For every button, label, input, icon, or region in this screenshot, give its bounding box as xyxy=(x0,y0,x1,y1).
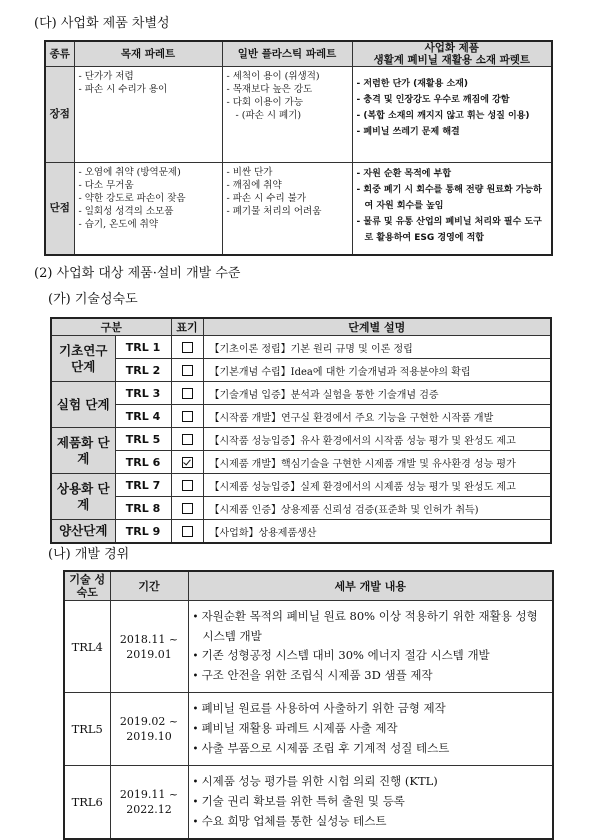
history-trl: TRL6 xyxy=(64,766,110,840)
period-start: 2019.11 ~ xyxy=(119,788,179,801)
list-item: - 다소 무거움 xyxy=(79,179,218,192)
list-item: - 습기, 온도에 취약 xyxy=(79,218,218,231)
section-title-2: (2) 사업화 대상 제품·설비 개발 수준 xyxy=(34,266,241,281)
trl-description: 【기초이론 정립】기본 원리 규명 및 이론 정립 xyxy=(203,336,551,359)
cons-product xyxy=(352,163,552,255)
trl-description: 【기술개념 입증】분석과 실험을 통한 기술개념 검증 xyxy=(203,382,551,405)
header-division: 구분 xyxy=(51,318,171,336)
trl-description: 【기본개념 수립】Idea에 대한 기술개념과 적용분야의 확립 xyxy=(203,359,551,382)
cons-wood xyxy=(74,163,222,255)
trl-label: TRL 2 xyxy=(115,359,171,382)
history-detail xyxy=(188,601,553,693)
history-trl: TRL5 xyxy=(64,693,110,766)
header-product-line1: 사업화 제품 xyxy=(424,42,479,54)
list-item: • 폐비닐 재활용 파레트 시제품 사출 제작 xyxy=(193,719,547,739)
checkbox[interactable] xyxy=(182,342,193,353)
history-period xyxy=(110,766,188,840)
header-trl: 기술 성숙도 xyxy=(64,571,110,601)
trl-table xyxy=(50,317,552,544)
history-trl: TRL4 xyxy=(64,601,110,693)
checkbox-checked[interactable] xyxy=(182,457,193,468)
trl-label: TRL 3 xyxy=(115,382,171,405)
list-item: - 파손 시 수리가 용이 xyxy=(79,83,218,96)
list-item: • 기술 권리 확보를 위한 특허 출원 및 등록 xyxy=(193,792,547,812)
trl-label: TRL 1 xyxy=(115,336,171,359)
list-item: - 약한 강도로 파손이 잦음 xyxy=(79,192,218,205)
list-item: - 단가가 저렴 xyxy=(79,70,218,83)
trl-description: 【시작품 성능입증】유사 환경에서의 시작품 성능 평가 및 완성도 제고 xyxy=(203,428,551,451)
stage-experiment: 실험 단계 xyxy=(51,382,115,428)
stage-productization: 제품화 단계 xyxy=(51,428,115,474)
history-period xyxy=(110,601,188,693)
comparison-table xyxy=(44,40,553,256)
history-detail xyxy=(188,766,553,840)
list-item: • 폐비닐 원료를 사용하여 사출하기 위한 금형 제작 xyxy=(193,699,547,719)
list-item: • 기존 성형공정 시스템 대비 30% 에너지 절감 시스템 개발 xyxy=(193,646,547,666)
header-detail: 세부 개발 내용 xyxy=(188,571,553,601)
list-item: - (복합 소재의 깨지지 않고 휘는 성질 이용) xyxy=(357,108,548,124)
period-start: 2019.02 ~ xyxy=(119,715,179,728)
list-item: - 회중 폐기 시 회수를 통해 전량 원료화 가능하여 자원 회수를 높임 xyxy=(357,182,548,214)
trl-description: 【시제품 개발】핵심기술을 구현한 시제품 개발 및 유사환경 성능 평가 xyxy=(203,451,551,474)
list-item: - 목재보다 높은 강도 xyxy=(227,83,348,96)
stage-basic-research: 기초연구 단계 xyxy=(51,336,115,382)
list-item: • 구조 안전을 위한 조립식 시제품 3D 샘플 제작 xyxy=(193,666,547,686)
trl-label: TRL 7 xyxy=(115,474,171,497)
row-label-pros: 장점 xyxy=(45,67,74,163)
list-item: - 세척이 용이 (위생적) xyxy=(227,70,348,83)
period-end: 2019.10 xyxy=(126,730,172,743)
history-period xyxy=(110,693,188,766)
list-item: - 깨짐에 취약 xyxy=(227,179,348,192)
list-item: - (파손 시 폐기) xyxy=(227,109,348,122)
list-item: - 저렴한 단가 (재활용 소재) xyxy=(357,76,548,92)
checkbox[interactable] xyxy=(182,388,193,399)
header-mark: 표기 xyxy=(171,318,203,336)
list-item: - 일회성 성격의 소모품 xyxy=(79,205,218,218)
section-title-ga: (가) 기술성숙도 xyxy=(48,292,138,307)
trl-label: TRL 9 xyxy=(115,520,171,544)
list-item: - 파손 시 수리 불가 xyxy=(227,192,348,205)
period-end: 2019.01 xyxy=(126,647,172,661)
header-wood: 목재 파레트 xyxy=(74,41,222,67)
pros-plastic xyxy=(222,67,352,163)
checkbox[interactable] xyxy=(182,526,193,537)
stage-mass-production: 양산단계 xyxy=(51,520,115,544)
trl-description: 【시작품 개발】연구실 환경에서 주요 기능을 구현한 시작품 개발 xyxy=(203,405,551,428)
period-end: 2022.12 xyxy=(126,803,172,816)
list-item: - 폐기물 처리의 어려움 xyxy=(227,205,348,218)
trl-description: 【시제품 인증】상용제품 신뢰성 검증(표준화 및 인허가 취득) xyxy=(203,497,551,520)
list-item: - 다회 이용이 가능 xyxy=(227,96,348,109)
section-title-da: (다) 사업화 제품 차별성 xyxy=(34,16,170,31)
list-item: - 자원 순환 목적에 부합 xyxy=(357,166,548,182)
header-period: 기간 xyxy=(110,571,188,601)
list-item: • 시제품 성능 평가를 위한 시험 의뢰 진행 (KTL) xyxy=(193,772,547,792)
checkbox[interactable] xyxy=(182,503,193,514)
header-product-line2: 생활계 폐비닐 재활용 소재 파렛트 xyxy=(373,54,531,66)
list-item: • 수요 희망 업체를 통한 실성능 테스트 xyxy=(193,812,547,832)
header-type: 종류 xyxy=(45,41,74,67)
checkbox[interactable] xyxy=(182,411,193,422)
section-title-na: (나) 개발 경위 xyxy=(48,547,130,562)
list-item: - 물류 및 유통 산업의 폐비닐 처리와 필수 도구로 활용하여 ESG 경영에 적합 xyxy=(357,214,548,246)
cons-plastic xyxy=(222,163,352,255)
trl-description: 【시제품 성능입증】실제 환경에서의 시제품 성능 평가 및 완성도 제고 xyxy=(203,474,551,497)
trl-label: TRL 8 xyxy=(115,497,171,520)
pros-product xyxy=(352,67,552,163)
list-item: - 비싼 단가 xyxy=(227,166,348,179)
list-item: - 폐비닐 쓰레기 문제 해결 xyxy=(357,124,548,140)
pros-wood xyxy=(74,67,222,163)
row-label-cons: 단점 xyxy=(45,163,74,255)
list-item: • 자원순환 목적의 폐비닐 원료 80% 이상 적용하기 위한 재활용 성형 시스템 개발 xyxy=(193,607,547,646)
checkbox[interactable] xyxy=(182,434,193,445)
stage-commercialization: 상용화 단계 xyxy=(51,474,115,520)
trl-label: TRL 5 xyxy=(115,428,171,451)
list-item: - 충격 및 인장강도 우수로 깨짐에 강함 xyxy=(357,92,548,108)
history-detail xyxy=(188,693,553,766)
trl-label: TRL 6 xyxy=(115,451,171,474)
history-table xyxy=(63,570,554,840)
header-description: 단계별 설명 xyxy=(203,318,551,336)
trl-label: TRL 4 xyxy=(115,405,171,428)
header-product xyxy=(352,41,552,67)
period-start: 2018.11 ~ xyxy=(119,632,179,646)
list-item: • 사출 부품으로 시제품 조립 후 기계적 성질 테스트 xyxy=(193,739,547,759)
list-item: - 오염에 취약 (방역문제) xyxy=(79,166,218,179)
header-plastic: 일반 플라스틱 파레트 xyxy=(222,41,352,67)
checkbox[interactable] xyxy=(182,480,193,491)
trl-description: 【사업화】상용제품생산 xyxy=(203,520,551,544)
checkbox[interactable] xyxy=(182,365,193,376)
